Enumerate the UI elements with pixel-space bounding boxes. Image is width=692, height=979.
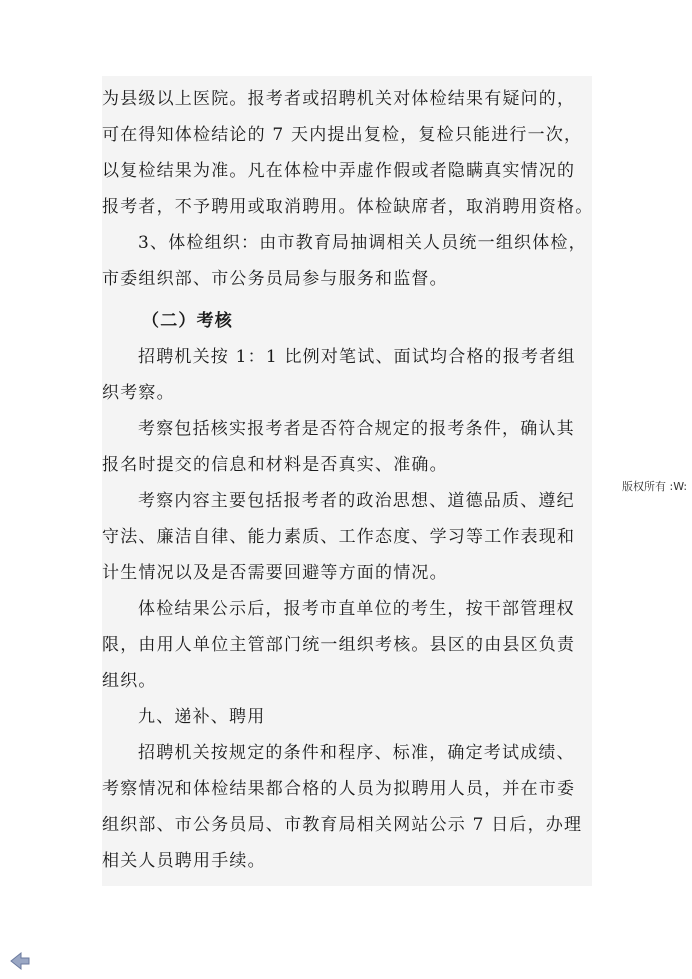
text-line: 组织。 (102, 671, 157, 691)
text-line: 以复检结果为准。凡在体检中弄虚作假或者隐瞒真实情况的 (102, 161, 576, 181)
text-line: 招聘机关按 1：1 比例对笔试、面试均合格的报考者组 (138, 347, 576, 367)
text-line: 相关人员聘用手续。 (102, 851, 266, 871)
text-line: 招聘机关按规定的条件和程序、标准，确定考试成绩、 (138, 743, 575, 763)
text-line: 为县级以上医院。报考者或招聘机关对体检结果有疑问的， (102, 89, 576, 109)
text-line: 市委组织部、市公务员局参与服务和监督。 (102, 269, 448, 289)
text-line: 报名时提交的信息和材料是否真实、准确。 (102, 455, 448, 475)
left-arrow-icon (8, 949, 32, 973)
text-line: 考察情况和体检结果都合格的人员为拟聘用人员，并在市委 (102, 779, 576, 799)
text-line: 3、体检组织：由市教育局抽调相关人员统一组织体检， (138, 233, 587, 253)
text-line: 组织部、市公务员局、市教育局相关网站公示 7 日后，办理 (102, 815, 583, 835)
text-line: 考察内容主要包括报考者的政治思想、道德品质、遵纪 (138, 491, 575, 511)
text-line: 计生情况以及是否需要回避等方面的情况。 (102, 563, 448, 583)
text-line: 可在得知体检结论的 7 天内提出复检，复检只能进行一次， (102, 125, 583, 145)
text-line: 报考者，不予聘用或取消聘用。体检缺席者，取消聘用资格。 (102, 197, 594, 217)
document-body (102, 76, 592, 886)
prev-page-button[interactable] (8, 949, 32, 973)
text-line: 体检结果公示后，报考市直单位的考生，按干部管理权 (138, 599, 575, 619)
copyright-watermark: 版权所有 :W: (622, 480, 688, 493)
section-heading: （二）考核 (142, 311, 233, 331)
text-line: 织考察。 (102, 383, 175, 403)
section-heading: 九、递补、聘用 (138, 707, 266, 727)
text-line: 限，由用人单位主管部门统一组织考核。县区的由县区负责 (102, 635, 576, 655)
text-line: 守法、廉洁自律、能力素质、工作态度、学习等工作表现和 (102, 527, 576, 547)
text-line: 考察包括核实报考者是否符合规定的报考条件，确认其 (138, 419, 575, 439)
